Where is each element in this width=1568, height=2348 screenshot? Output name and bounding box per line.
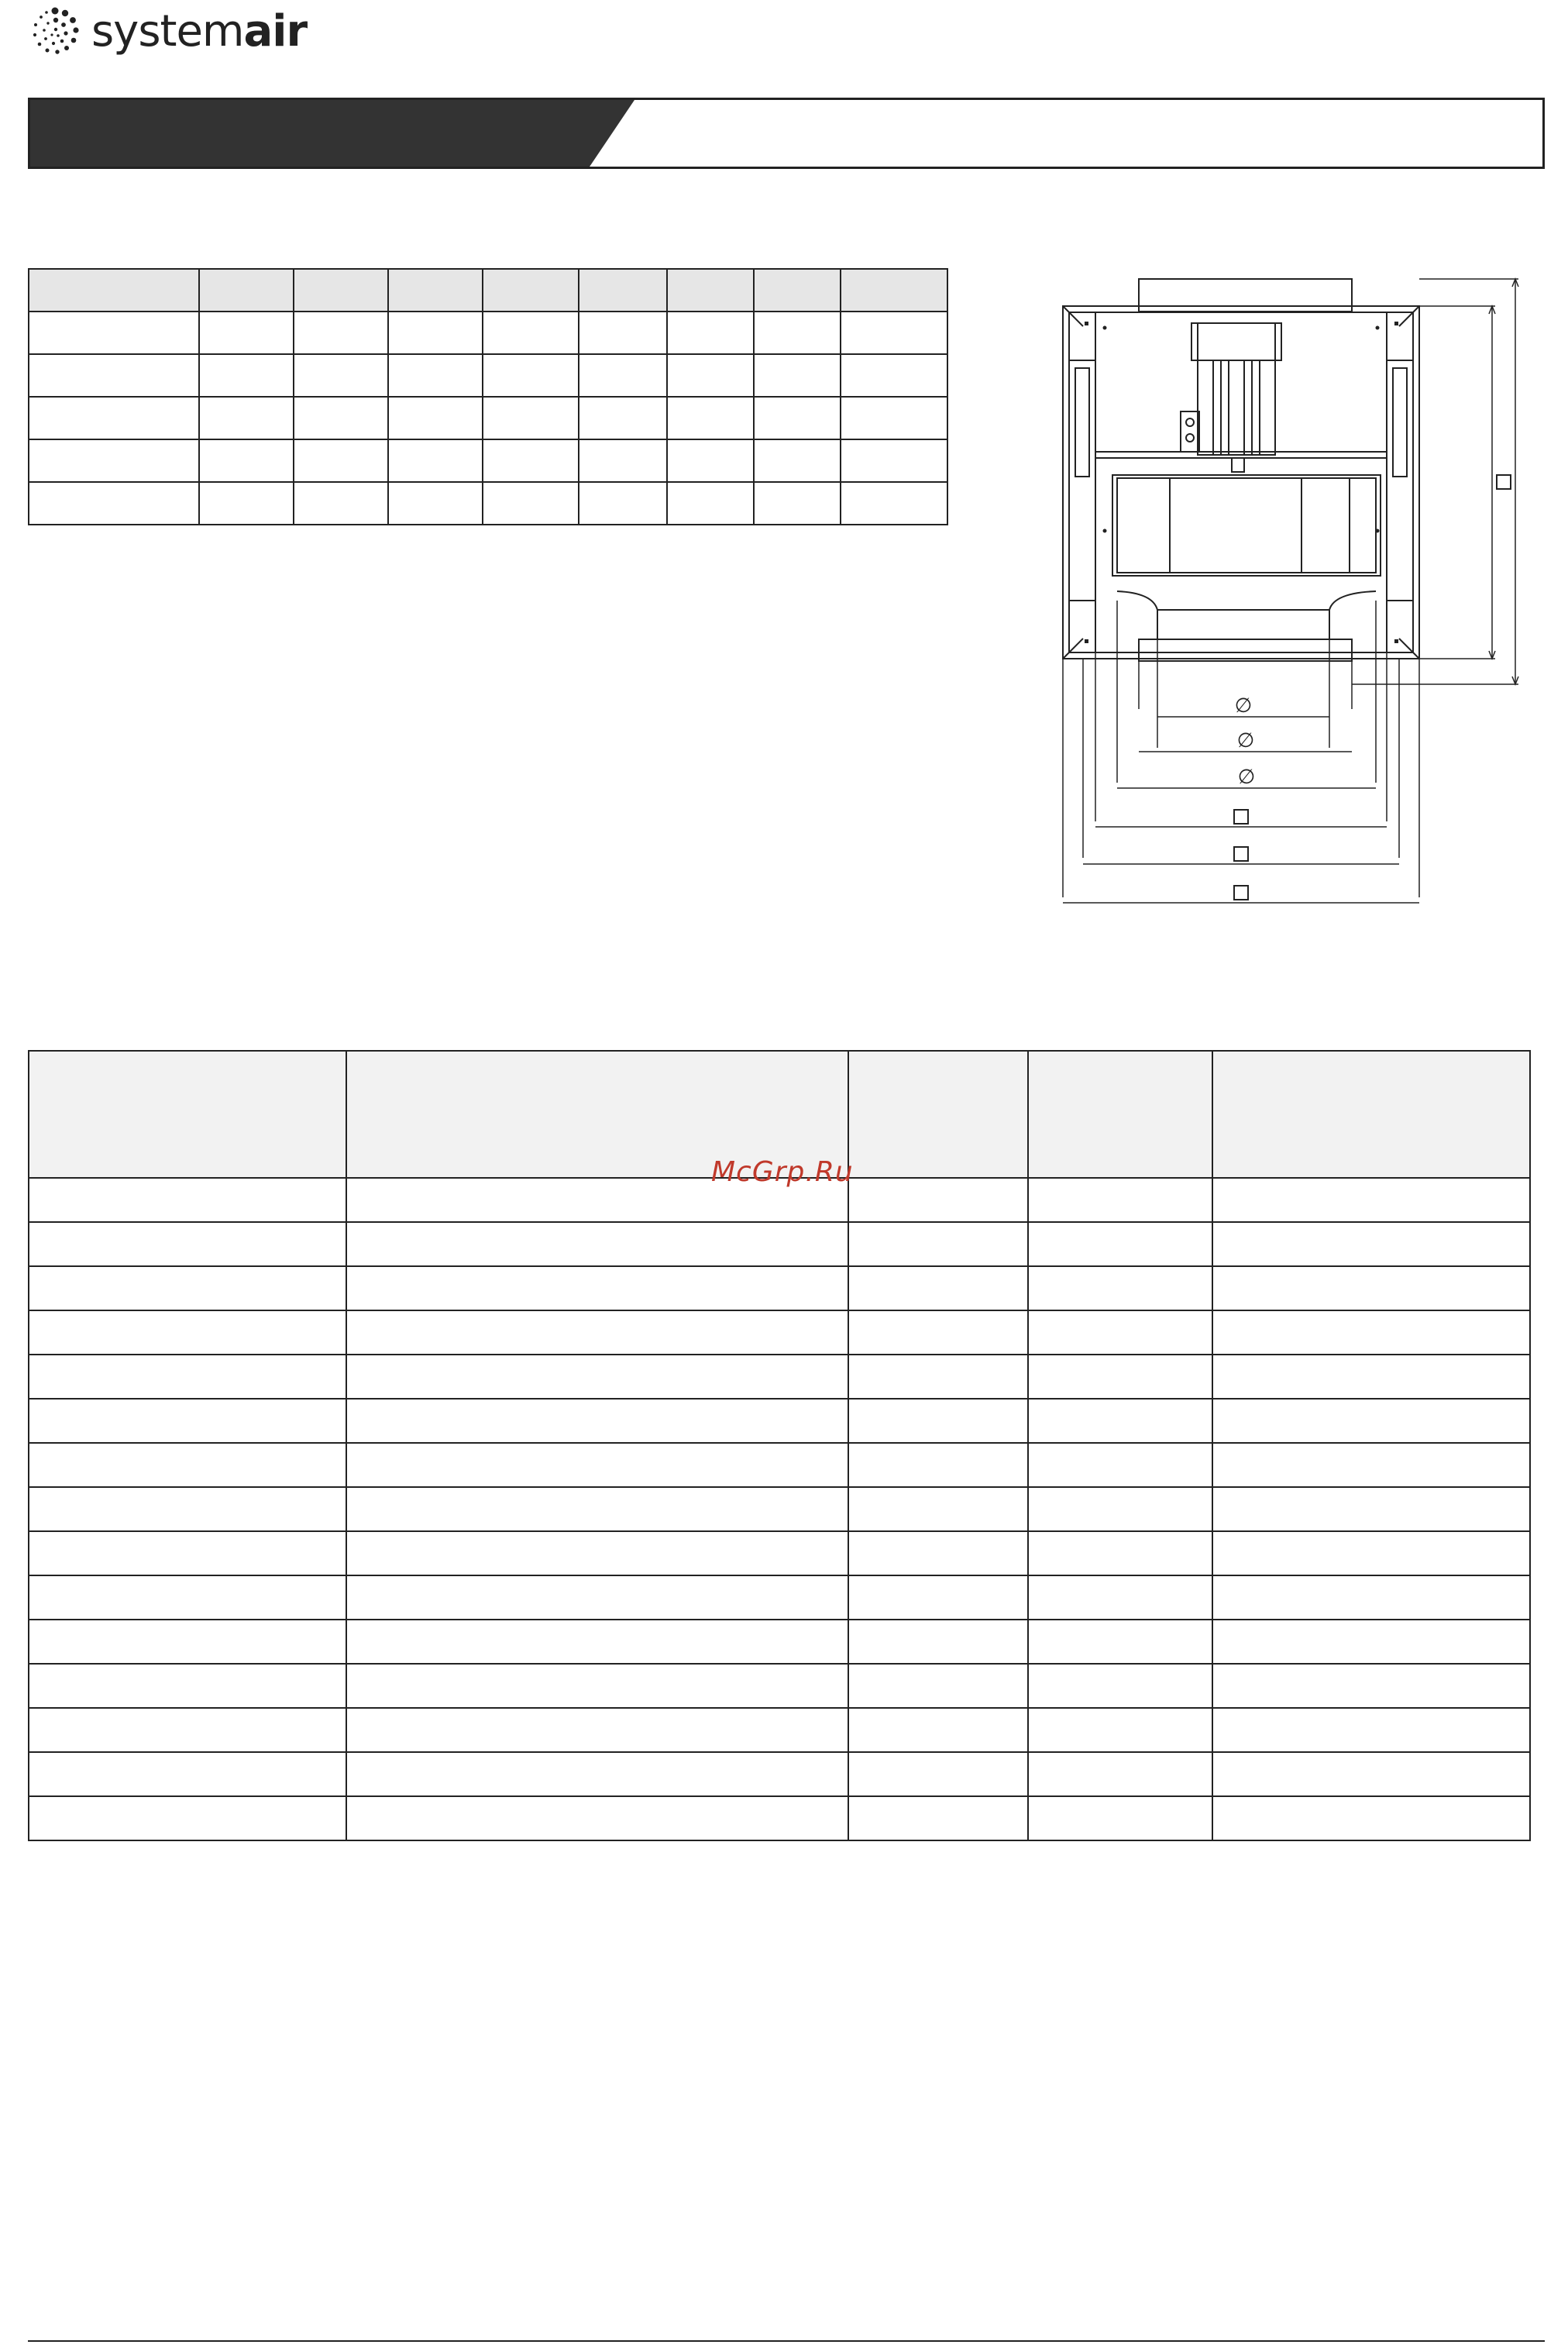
technical-data-cell (29, 1531, 346, 1575)
dimension-table-header-cell (841, 269, 947, 312)
technical-data-cell (29, 1443, 346, 1487)
dimension-table-row (29, 312, 947, 354)
technical-data-cell (1212, 1443, 1530, 1487)
dimension-table-row (29, 482, 947, 525)
footer-rule (28, 2340, 1545, 2342)
technical-data-cell (1028, 1620, 1212, 1664)
dimension-table-header-cell (199, 269, 294, 312)
technical-data-cell (346, 1443, 848, 1487)
technical-data-cell (346, 1487, 848, 1531)
dimension-table-cell (483, 439, 579, 482)
dimension-table-cell (667, 354, 754, 397)
dimension-table-cell (667, 397, 754, 439)
drawing-diameter-label: ∅ (1234, 694, 1253, 718)
technical-data-cell (1212, 1531, 1530, 1575)
banner-dark-tab (30, 100, 1545, 169)
technical-data-cell (346, 1355, 848, 1399)
technical-data-header-cell (1212, 1051, 1530, 1178)
drawing-width-square-symbol (1234, 886, 1248, 900)
technical-data-cell (1028, 1752, 1212, 1796)
systemair-dot-swirl-icon (28, 5, 82, 59)
dimension-table-cell (388, 312, 483, 354)
technical-data-cell (29, 1355, 346, 1399)
technical-data-cell (1028, 1443, 1212, 1487)
technical-data-cell (1212, 1575, 1530, 1620)
drawing-bottom-spigot (1139, 639, 1352, 661)
technical-data-cell (1028, 1708, 1212, 1752)
technical-data-cell (346, 1575, 848, 1620)
technical-data-cell (346, 1796, 848, 1840)
technical-data-cell (346, 1310, 848, 1355)
dimension-table-cell (388, 482, 483, 525)
technical-data-cell (1028, 1266, 1212, 1310)
technical-data-row (29, 1664, 1530, 1708)
dimension-table-cell (841, 397, 947, 439)
dimension-table-header-row (29, 269, 947, 312)
technical-data-cell (29, 1575, 346, 1620)
technical-data-cell (1212, 1664, 1530, 1708)
technical-data-cell (29, 1266, 346, 1310)
dimension-table-cell (199, 482, 294, 525)
dimension-table-cell (483, 354, 579, 397)
technical-data-row (29, 1487, 1530, 1531)
dimension-table-cell (294, 397, 388, 439)
dimension-table-cell (294, 312, 388, 354)
technical-data-cell (1212, 1708, 1530, 1752)
technical-data-cell (1212, 1399, 1530, 1443)
technical-data-cell (1028, 1531, 1212, 1575)
dimension-table-cell (199, 439, 294, 482)
technical-data-cell (29, 1178, 346, 1222)
technical-data-cell (848, 1266, 1028, 1310)
title-banner (28, 98, 1545, 169)
technical-data-cell (346, 1752, 848, 1796)
technical-data-cell (1212, 1266, 1530, 1310)
technical-data-cell (848, 1178, 1028, 1222)
technical-data-cell (1028, 1178, 1212, 1222)
technical-data-cell (29, 1664, 346, 1708)
technical-data-cell (29, 1487, 346, 1531)
dimension-table-cell (579, 482, 667, 525)
dimension-table-cell (483, 397, 579, 439)
technical-data-cell (346, 1664, 848, 1708)
drawing-diameter-label: ∅ (1237, 766, 1256, 789)
systemair-logo (28, 5, 338, 59)
technical-data-cell (848, 1355, 1028, 1399)
dimension-table-cell (754, 482, 841, 525)
technical-data-row (29, 1355, 1530, 1399)
dimension-table-cell (579, 397, 667, 439)
technical-data-header-cell (29, 1051, 346, 1178)
technical-data-row (29, 1266, 1530, 1310)
dimension-table-cell (199, 312, 294, 354)
technical-data-row (29, 1222, 1530, 1266)
technical-data-cell (848, 1752, 1028, 1796)
technical-data-cell (1212, 1178, 1530, 1222)
dimension-table-cell (841, 354, 947, 397)
technical-data-cell (29, 1620, 346, 1664)
dimension-table-cell (579, 312, 667, 354)
technical-data-cell (1212, 1620, 1530, 1664)
technical-data-cell (1212, 1796, 1530, 1840)
dimension-table-header-cell (29, 269, 199, 312)
technical-data-cell (1028, 1664, 1212, 1708)
technical-data-cell (1028, 1399, 1212, 1443)
dimension-table-row (29, 354, 947, 397)
technical-data-cell (346, 1222, 848, 1266)
dimension-table-row (29, 439, 947, 482)
dimension-table (28, 268, 948, 525)
technical-data-cell (1212, 1222, 1530, 1266)
fan-dimension-drawing (1061, 275, 1526, 918)
technical-data-cell (29, 1310, 346, 1355)
technical-data-row (29, 1399, 1530, 1443)
dimension-table-cell (754, 397, 841, 439)
technical-data-row (29, 1531, 1530, 1575)
dimension-table-cell (579, 354, 667, 397)
dimension-table-header-cell (667, 269, 754, 312)
drawing-width-square-symbol (1234, 847, 1248, 861)
technical-data-cell (1028, 1575, 1212, 1620)
technical-data-cell (848, 1399, 1028, 1443)
dimension-table-cell (841, 439, 947, 482)
dimension-table-cell (754, 312, 841, 354)
technical-data-row (29, 1620, 1530, 1664)
watermark: McGrp.Ru (711, 1156, 854, 1188)
dimension-table-cell (29, 482, 199, 525)
dimension-table-cell (754, 354, 841, 397)
brand-wordmark (91, 6, 307, 57)
technical-data-row (29, 1752, 1530, 1796)
technical-data-cell (1028, 1796, 1212, 1840)
technical-data-cell (1212, 1487, 1530, 1531)
dimension-table-cell (483, 482, 579, 525)
dimension-table-cell (29, 312, 199, 354)
dimension-table-cell (841, 312, 947, 354)
drawing-height-square-symbol (1497, 475, 1511, 489)
drawing-diameter-label: ∅ (1236, 729, 1255, 752)
dimension-table-cell (841, 482, 947, 525)
dimension-table-cell (294, 439, 388, 482)
dimension-table-cell (667, 482, 754, 525)
dimension-table-cell (199, 354, 294, 397)
technical-data-cell (1212, 1752, 1530, 1796)
technical-data-row (29, 1443, 1530, 1487)
dimension-table-cell (388, 439, 483, 482)
brand-wordmark-light: system (91, 6, 244, 57)
dimension-table-header-cell (388, 269, 483, 312)
technical-data-header-cell (848, 1051, 1028, 1178)
dimension-table-cell (294, 482, 388, 525)
dimension-table-cell (199, 397, 294, 439)
technical-data-cell (346, 1620, 848, 1664)
technical-data-cell (1212, 1310, 1530, 1355)
technical-data-row (29, 1708, 1530, 1752)
dimension-table-header-cell (483, 269, 579, 312)
technical-data-cell (848, 1310, 1028, 1355)
technical-data-row (29, 1796, 1530, 1840)
dimension-table-cell (667, 439, 754, 482)
technical-data-cell (29, 1399, 346, 1443)
technical-data-row (29, 1310, 1530, 1355)
technical-data-cell (29, 1708, 346, 1752)
dimension-table-cell (29, 397, 199, 439)
technical-data-cell (346, 1531, 848, 1575)
technical-data-cell (1028, 1487, 1212, 1531)
dimension-table-cell (29, 354, 199, 397)
technical-data-cell (1028, 1222, 1212, 1266)
technical-data-header-cell (1028, 1051, 1212, 1178)
technical-data-cell (1028, 1310, 1212, 1355)
technical-data-cell (848, 1531, 1028, 1575)
dimension-table-row (29, 397, 947, 439)
technical-data-cell (1028, 1355, 1212, 1399)
technical-data-cell (29, 1752, 346, 1796)
technical-data-cell (29, 1796, 346, 1840)
dimension-table-header-cell (579, 269, 667, 312)
dimension-table-cell (483, 312, 579, 354)
technical-data-cell (848, 1575, 1028, 1620)
technical-data-cell (848, 1620, 1028, 1664)
dimension-table-header-cell (754, 269, 841, 312)
technical-data-cell (848, 1222, 1028, 1266)
technical-data-cell (29, 1222, 346, 1266)
technical-data-cell (346, 1266, 848, 1310)
drawing-width-square-symbol (1234, 810, 1248, 824)
technical-data-cell (346, 1399, 848, 1443)
technical-data-cell (346, 1708, 848, 1752)
technical-data-cell (848, 1796, 1028, 1840)
dimension-table-cell (294, 354, 388, 397)
technical-data-cell (848, 1443, 1028, 1487)
technical-data-cell (848, 1487, 1028, 1531)
technical-data-cell (848, 1708, 1028, 1752)
technical-data-cell (848, 1664, 1028, 1708)
drawing-motor (1198, 323, 1275, 455)
brand-wordmark-bold: air (243, 6, 308, 57)
dimension-table-cell (29, 439, 199, 482)
dimension-table-header-cell (294, 269, 388, 312)
dimension-table-cell (388, 354, 483, 397)
drawing-impeller (1112, 475, 1381, 576)
dimension-table-cell (667, 312, 754, 354)
dimension-table-cell (754, 439, 841, 482)
technical-data-row (29, 1575, 1530, 1620)
dimension-table-cell (388, 397, 483, 439)
technical-data-cell (1212, 1355, 1530, 1399)
dimension-table-cell (579, 439, 667, 482)
